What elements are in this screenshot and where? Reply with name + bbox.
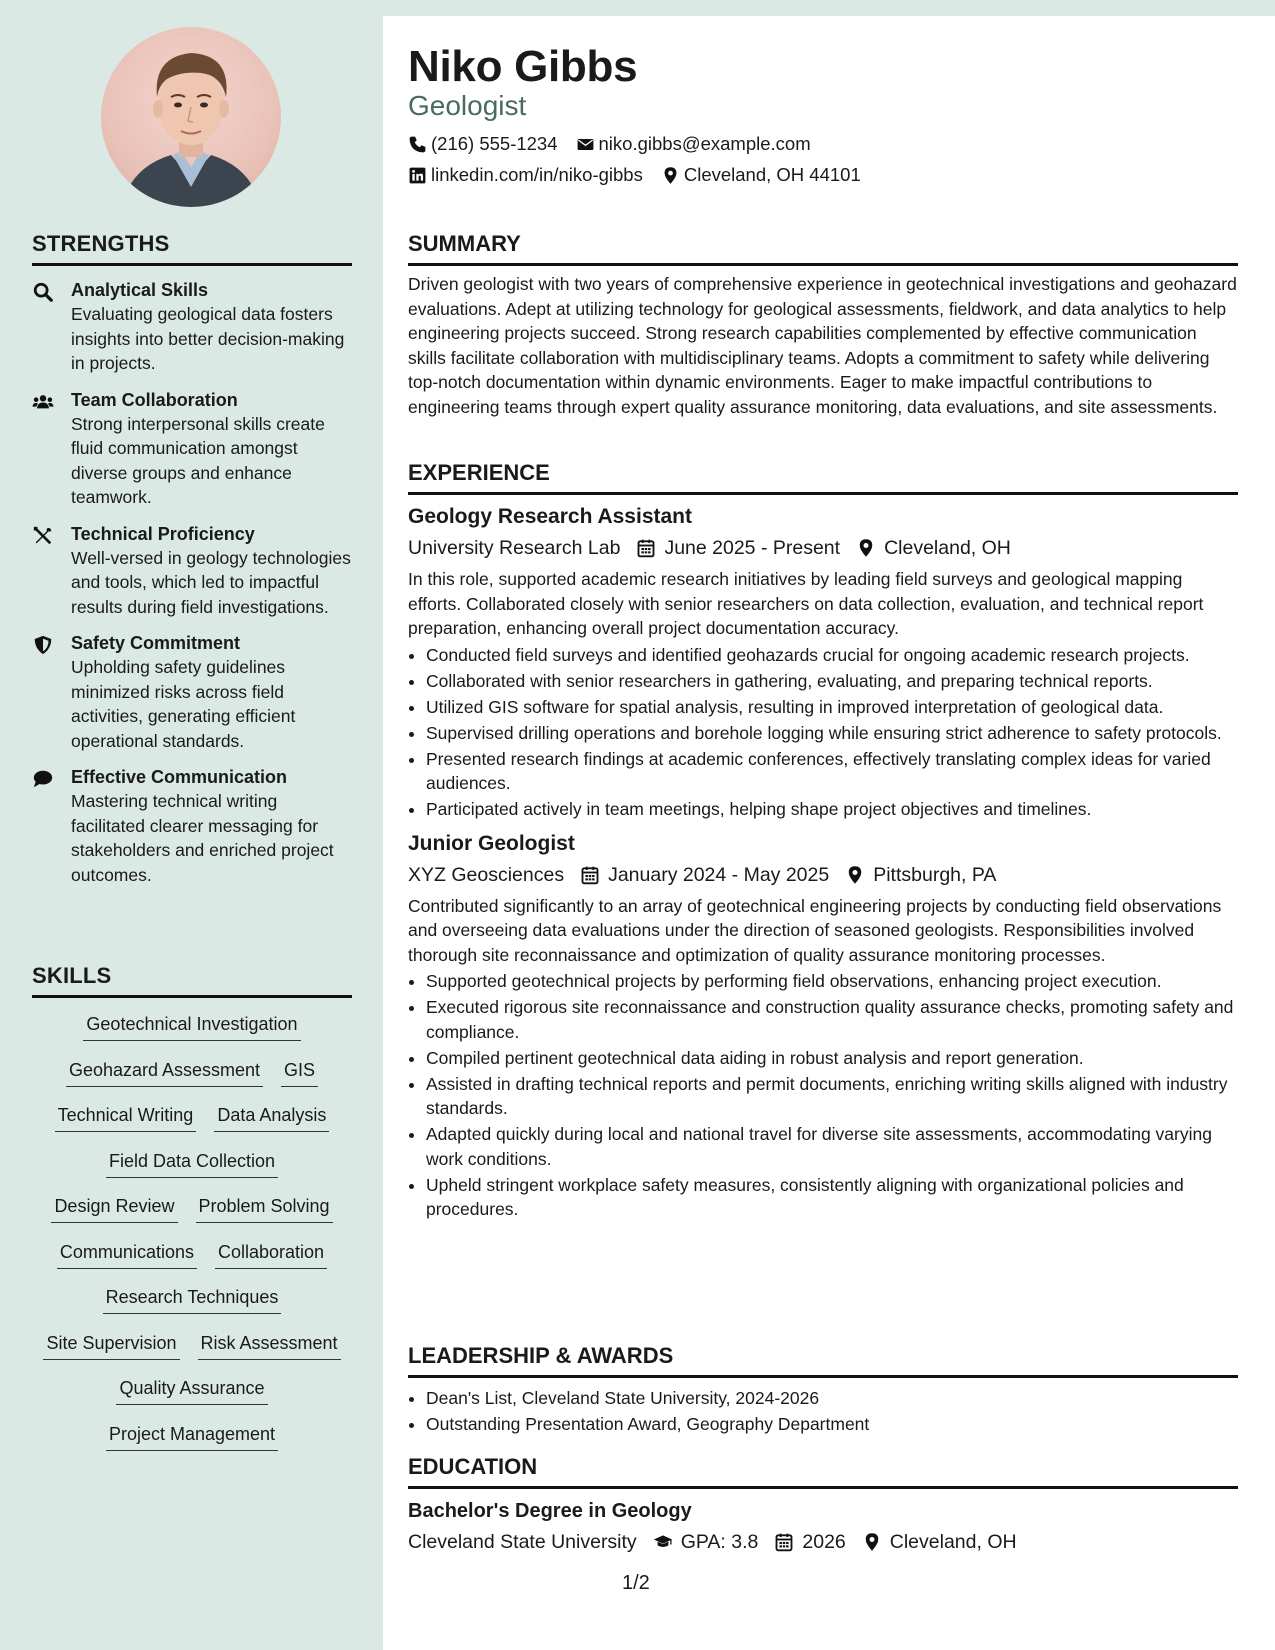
map-pin-icon	[856, 538, 876, 558]
job-bullets	[408, 969, 1238, 1222]
company-text: XYZ Geosciences	[408, 863, 565, 886]
strength-item	[32, 389, 352, 510]
sidebar	[0, 0, 383, 1650]
strength-title: Analytical Skills	[71, 280, 209, 300]
list-item: • Supervised drilling operations and borehole logging while ensuring strict adherence to safety protocols.	[426, 721, 1238, 746]
job-bullets	[408, 643, 1238, 822]
portrait-image	[101, 27, 281, 207]
strength-description: Strong interpersonal skills create fluid communication amongst diverse groups and enhance teamwork.	[71, 413, 325, 507]
skill-tag: Collaboration	[215, 1236, 327, 1269]
list-item: • Upheld stringent workplace safety measures, consistently aligning with organizational policies and procedures.	[426, 1173, 1238, 1222]
leadership-section	[408, 1343, 1238, 1438]
strength-title: Safety Commitment	[71, 633, 241, 653]
comment-icon	[32, 768, 54, 790]
skill-tag: Geotechnical Investigation	[83, 1008, 300, 1041]
company-text: University Research Lab	[408, 537, 621, 559]
summary-section	[408, 231, 1238, 419]
strength-description: Evaluating geological data fosters insights into better decision-making in projects.	[71, 304, 345, 373]
shield-icon	[32, 634, 54, 656]
awards-list	[408, 1386, 1238, 1437]
calendar-icon	[774, 1532, 794, 1552]
page-number: 1/2	[622, 1572, 650, 1594]
strength-item	[32, 766, 352, 887]
skill-tag: Technical Writing	[55, 1099, 197, 1132]
strength-description: Well-versed in geology technologies and tools, which led to impactful results during field investigations.	[71, 547, 351, 617]
list-item: • Participated actively in team meetings, helping shape project objectives and timelines.	[426, 797, 1238, 822]
education-heading: EDUCATION	[408, 1454, 1238, 1489]
strength-item	[32, 632, 352, 753]
strength-description: Mastering technical writing facilitated clearer messaging for stakeholders and enriched project outcomes.	[71, 791, 334, 885]
phone-contact	[408, 133, 558, 155]
skill-tag: Communications	[57, 1236, 197, 1269]
skill-tag: Geohazard Assessment	[66, 1054, 263, 1087]
candidate-name: Niko Gibbs	[408, 42, 638, 91]
gpa	[653, 1529, 759, 1555]
job-description: Contributed significantly to an array of geotechnical engineering projects by conducting field observations and overseeing data evaluations under the direction of seasoned geologists. Responsibilities involved thorough site reconnaissance and optimization of quality assurance monitoring processes.	[408, 895, 1222, 965]
job-meta	[408, 535, 1238, 561]
contact-row	[408, 164, 861, 186]
summary-heading: SUMMARY	[408, 231, 1238, 266]
candidate-role: Geologist	[408, 90, 527, 121]
strength-title: Technical Proficiency	[71, 523, 255, 544]
job-company	[408, 535, 620, 561]
strengths-section	[32, 231, 352, 887]
list-item: • Supported geotechnical projects by performing field observations, enhancing project execution.	[426, 969, 1238, 994]
dates-text: June 2025 - Present	[664, 537, 841, 559]
strength-description: Upholding safety guidelines minimized risks across field activities, generating efficient operational standards.	[71, 657, 296, 751]
skill-tag: Design Review	[51, 1190, 177, 1223]
strengths-heading: STRENGTHS	[32, 231, 352, 266]
map-pin-icon	[661, 166, 680, 185]
job-company	[408, 862, 564, 888]
map-pin-icon	[845, 865, 865, 885]
job-meta	[408, 862, 1238, 888]
skill-tag: Site Supervision	[43, 1327, 179, 1360]
users-icon	[32, 391, 54, 413]
calendar-icon	[636, 538, 656, 558]
skill-tag: Research Techniques	[103, 1281, 282, 1314]
email-text[interactable]: niko.gibbs@example.com	[598, 133, 811, 154]
job-location	[856, 535, 1011, 561]
degree-title: Bachelor's Degree in Geology	[408, 1500, 692, 1522]
skills-section	[32, 963, 352, 1463]
job-location	[845, 862, 996, 888]
education-location	[862, 1529, 1017, 1555]
strength-item	[32, 523, 352, 620]
job-dates	[580, 862, 829, 888]
summary-text: Driven geologist with two years of comprehensive experience in geotechnical investigations and geohazard evaluations. Adept at utilizing technology for geological assessments, fieldwork, and data analytics to help engineering projects succeed. Strong research capabilities complemented by effective communication skills facilitate collaboration with multidisciplinary teams. Adopts a commitment to safety while delivering top-notch documentation within dynamic environments. Eager to make impactful contributions to engineering teams through expert quality assurance monitoring, data evaluations, and site assessments.	[408, 274, 1237, 417]
skill-tag: Data Analysis	[214, 1099, 329, 1132]
job-title: Junior Geologist	[408, 831, 575, 855]
education-meta	[408, 1529, 1238, 1555]
strength-title: Team Collaboration	[71, 389, 238, 410]
location-contact	[661, 164, 861, 186]
list-item: • Assisted in drafting technical reports and permit documents, enriching writing skills aligned with industry standards.	[426, 1072, 1238, 1121]
job-entry	[408, 503, 1238, 822]
phone-text: (216) 555-1234	[431, 133, 558, 154]
linkedin-text[interactable]: linkedin.com/in/niko-gibbs	[431, 164, 643, 185]
school	[408, 1529, 637, 1555]
skill-tag: GIS	[281, 1054, 318, 1087]
education-section	[408, 1454, 1238, 1555]
profile-photo	[101, 27, 281, 207]
main-content	[383, 16, 1275, 1650]
skills-list	[32, 1008, 352, 1463]
skill-tag: Project Management	[106, 1418, 278, 1451]
list-item: • Compiled pertinent geotechnical data aiding in robust analysis and report generation.	[426, 1046, 1238, 1071]
gpa-text: GPA: 3.8	[680, 1531, 759, 1553]
experience-section	[408, 460, 1238, 1223]
location-text: Pittsburgh, PA	[873, 863, 997, 886]
location-text: Cleveland, OH 44101	[683, 164, 861, 185]
job-dates	[636, 535, 840, 561]
list-item: • Executed rigorous site reconnaissance and construction quality assurance checks, promoting safety and compliance.	[426, 995, 1238, 1044]
job-title: Geology Research Assistant	[408, 505, 692, 528]
school-text: Cleveland State University	[408, 1531, 637, 1553]
tools-icon	[32, 525, 54, 547]
list-item: • Collaborated with senior researchers in gathering, evaluating, and preparing technical reports.	[426, 669, 1238, 694]
list-item: • Adapted quickly during local and national travel for diverse site assessments, accommodating varying work conditions.	[426, 1122, 1238, 1171]
contact-row	[408, 133, 811, 155]
skill-tag: Risk Assessment	[198, 1327, 341, 1360]
list-item: • Outstanding Presentation Award, Geography Department	[426, 1412, 1238, 1437]
job-description: In this role, supported academic research initiatives by leading field surveys and geological mapping efforts. Collaborated closely with senior researchers on data collection, evaluation, and technical report preparation, enhancing overall project documentation accuracy.	[408, 569, 1204, 638]
list-item: • Presented research findings at academic conferences, effectively translating complex ideas for varied audiences.	[426, 747, 1238, 796]
linkedin-icon	[408, 166, 427, 185]
search-icon	[32, 281, 54, 303]
skill-tag: Problem Solving	[196, 1190, 333, 1223]
list-item: • Conducted field surveys and identified geohazards crucial for ongoing academic research projects.	[426, 643, 1238, 668]
dates-text: January 2024 - May 2025	[608, 863, 830, 886]
year-text: 2026	[802, 1531, 846, 1553]
location-text: Cleveland, OH	[889, 1531, 1017, 1553]
linkedin-contact[interactable]	[408, 164, 643, 186]
skill-tag: Field Data Collection	[106, 1145, 278, 1178]
list-item: • Dean's List, Cleveland State University, 2024-2026	[426, 1386, 1238, 1411]
email-contact[interactable]	[576, 133, 811, 155]
calendar-icon	[580, 865, 600, 885]
job-entry	[408, 830, 1238, 1222]
strength-title: Effective Communication	[71, 767, 288, 787]
strength-item	[32, 279, 352, 376]
envelope-icon	[576, 135, 595, 154]
phone-icon	[408, 135, 427, 154]
experience-heading: EXPERIENCE	[408, 460, 1238, 495]
graduation-cap-icon	[653, 1532, 673, 1552]
skills-heading: SKILLS	[32, 963, 352, 998]
list-item: • Utilized GIS software for spatial analysis, resulting in improved interpretation of geological data.	[426, 695, 1238, 720]
graduation-year	[774, 1529, 845, 1555]
map-pin-icon	[862, 1532, 882, 1552]
location-text: Cleveland, OH	[884, 537, 1011, 559]
leadership-heading: LEADERSHIP & AWARDS	[408, 1343, 1238, 1378]
skill-tag: Quality Assurance	[116, 1372, 267, 1405]
